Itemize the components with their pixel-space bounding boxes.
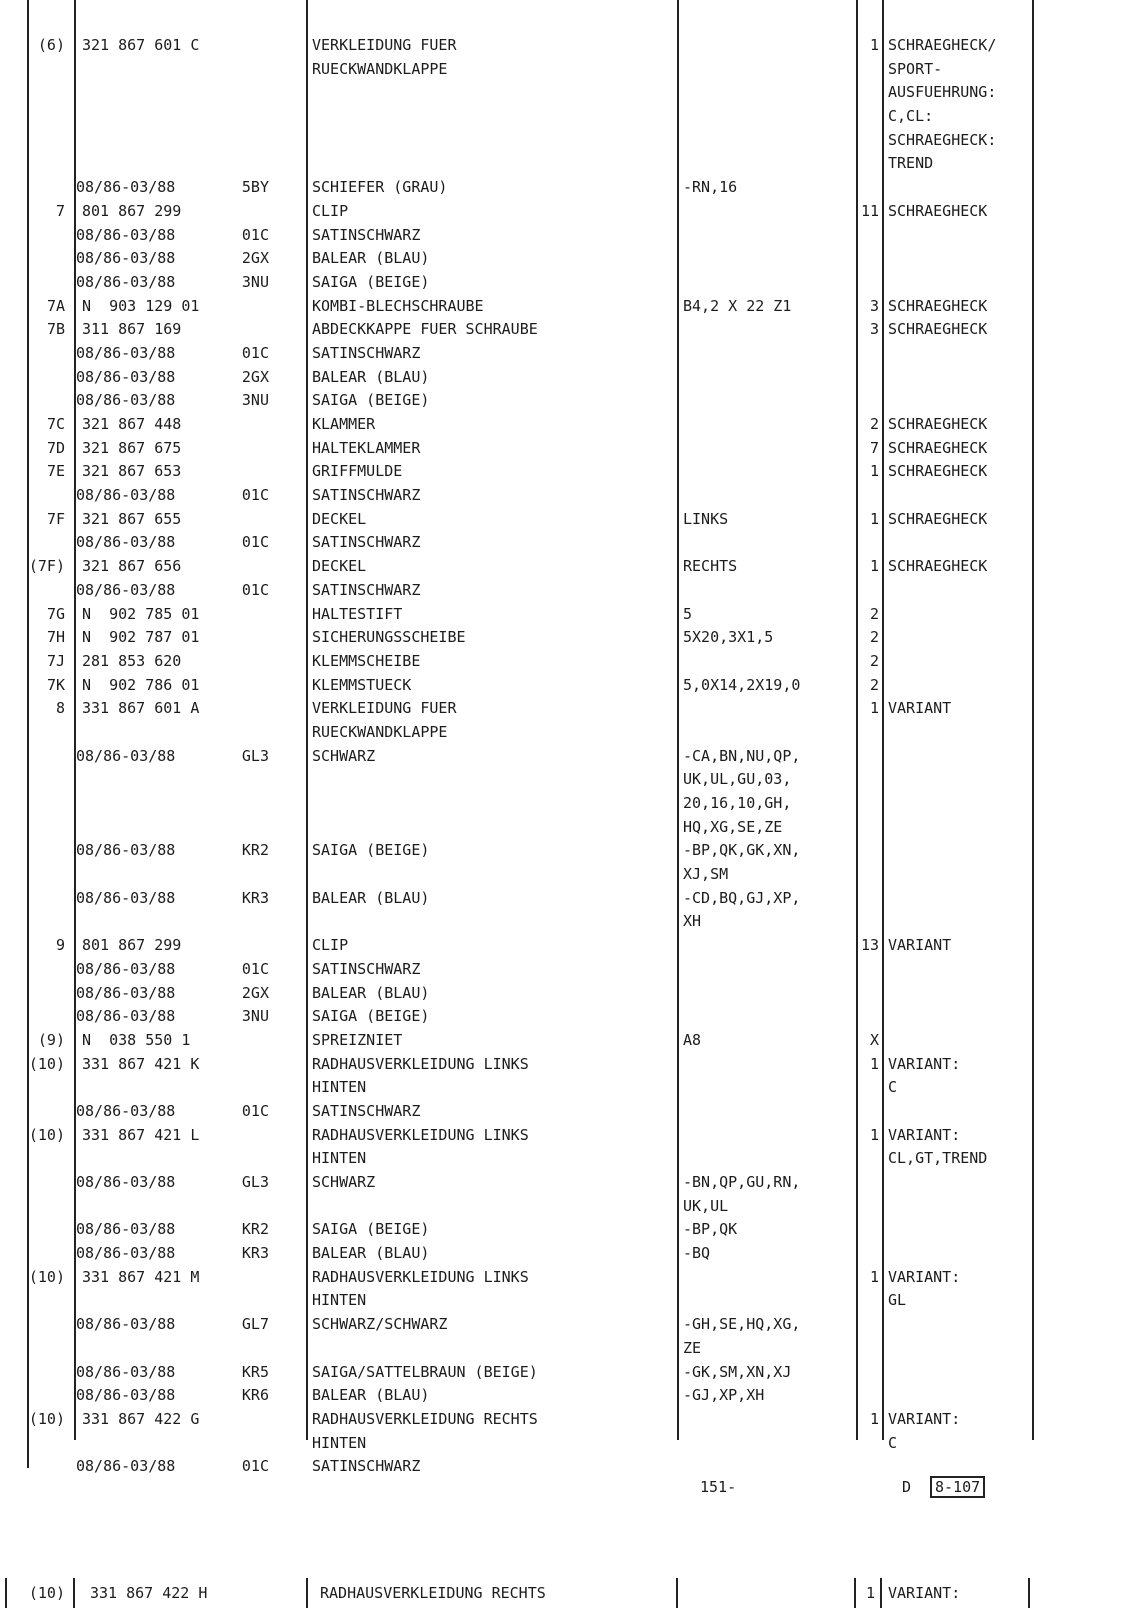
color-code-cell: KR6 <box>241 1386 269 1405</box>
part-number-cell: 331 867 601 A <box>82 699 200 718</box>
table-row <box>0 342 1123 366</box>
table-row <box>0 1218 1123 1242</box>
page-reference: 8-107 <box>930 1476 985 1498</box>
date-range-cell: 08/86-03/88 <box>76 1007 176 1026</box>
model-cell: SCHRAEGHECK <box>888 201 988 220</box>
description-cell: RADHAUSVERKLEIDUNG LINKS <box>312 1125 529 1144</box>
description-cell: SAIGA (BEIGE) <box>312 1220 430 1239</box>
table-row <box>0 318 1123 342</box>
date-range-cell: 08/86-03/88 <box>76 1220 176 1239</box>
position-cell: 7J <box>46 651 65 670</box>
part-number-cell: 321 867 656 <box>82 557 182 576</box>
position-cell: 7K <box>46 675 65 694</box>
table-row <box>0 1361 1123 1385</box>
remark-cell: -BP,QK,GK,XN, <box>683 841 801 860</box>
part-number-cell: 321 867 653 <box>82 462 182 481</box>
remark-cell: UK,UL <box>683 1196 729 1215</box>
model-cell: VARIANT: <box>888 1267 961 1286</box>
table-row <box>0 34 1123 58</box>
table-row <box>0 958 1123 982</box>
description-cell: BALEAR (BLAU) <box>312 1244 430 1263</box>
description-cell: SAIGA (BEIGE) <box>312 1007 430 1026</box>
table-row <box>0 863 1123 887</box>
date-range-cell: 08/86-03/88 <box>76 1315 176 1334</box>
quantity-cell: 7 <box>869 438 879 457</box>
part-number-cell: 321 867 655 <box>82 509 182 528</box>
description-cell: RUECKWANDKLAPPE <box>312 59 448 78</box>
quantity-cell: 11 <box>860 201 879 220</box>
description-cell: CLIP <box>312 936 349 955</box>
remark-cell: UK,UL,GU,03, <box>683 770 792 789</box>
description-cell: BALEAR (BLAU) <box>312 983 430 1002</box>
color-code-cell: KR5 <box>241 1362 269 1381</box>
date-range-cell: 08/86-03/88 <box>76 580 176 599</box>
table-row <box>0 745 1123 769</box>
date-range-cell: 08/86-03/88 <box>76 178 176 197</box>
color-code-cell: 3NU <box>241 272 269 291</box>
model-cell: VARIANT: <box>888 1409 961 1428</box>
date-range-cell: 08/86-03/88 <box>76 225 176 244</box>
quantity-cell: 2 <box>869 675 879 694</box>
description-cell: VERKLEIDUNG FUER <box>312 699 457 718</box>
table-row <box>0 1432 1123 1456</box>
quantity-cell: 1 <box>869 509 879 528</box>
description-cell: SATINSCHWARZ <box>312 1457 421 1476</box>
quantity-cell: 3 <box>869 296 879 315</box>
remark-cell: HQ,XG,SE,ZE <box>683 817 783 836</box>
remark-cell: RECHTS <box>683 557 738 576</box>
table-row <box>0 200 1123 224</box>
description-cell: SATINSCHWARZ <box>312 1101 421 1120</box>
table-row <box>0 674 1123 698</box>
part-number-cell: 331 867 421 M <box>82 1267 200 1286</box>
position-cell: 7C <box>46 415 65 433</box>
description-cell: SATINSCHWARZ <box>312 533 421 552</box>
part-number-cell: N 903 129 01 <box>82 296 200 315</box>
description-cell: SATINSCHWARZ <box>312 580 421 599</box>
part-number-cell: N 038 550 1 <box>82 1030 191 1049</box>
position-cell: 7 <box>55 201 65 220</box>
table-row <box>0 1408 1123 1432</box>
table-row <box>0 1076 1123 1100</box>
remark-cell: -GJ,XP,XH <box>683 1386 765 1405</box>
remark-cell: 20,16,10,GH, <box>683 794 792 812</box>
table-row <box>0 105 1123 129</box>
part-number-cell: 281 853 620 <box>82 651 182 670</box>
remark-cell: XH <box>683 912 702 931</box>
quantity-cell: 1 <box>869 1125 879 1144</box>
date-range-cell: 08/86-03/88 <box>76 983 176 1002</box>
table-row <box>0 531 1123 555</box>
table-row <box>0 366 1123 390</box>
quantity-cell: X <box>869 1030 879 1049</box>
table-row <box>0 1195 1123 1219</box>
color-code-cell: 01C <box>241 486 269 505</box>
table-row <box>0 1005 1123 1029</box>
model-cell: SCHRAEGHECK <box>888 320 988 339</box>
model-cell: CL,GT,TREND <box>888 1149 988 1168</box>
quantity-cell: 2 <box>869 651 879 670</box>
table-row <box>0 81 1123 105</box>
description-cell: RADHAUSVERKLEIDUNG LINKS <box>312 1267 529 1286</box>
model-cell: TREND <box>888 154 934 173</box>
quantity-cell: 2 <box>869 628 879 647</box>
remark-cell: ZE <box>683 1338 702 1357</box>
color-code-cell: KR3 <box>241 888 269 907</box>
part-number-cell: 311 867 169 <box>82 320 182 339</box>
date-range-cell: 08/86-03/88 <box>76 367 176 386</box>
remark-cell: -CD,BQ,GJ,XP, <box>683 888 801 907</box>
next-quantity: 1 <box>865 1584 875 1602</box>
table-row <box>0 768 1123 792</box>
date-range-cell: 08/86-03/88 <box>76 746 176 765</box>
position-cell: (7F) <box>28 557 65 576</box>
description-cell: BALEAR (BLAU) <box>312 888 430 907</box>
section-letter: D <box>902 1478 912 1496</box>
table-row <box>0 816 1123 840</box>
color-code-cell: 5BY <box>241 178 269 197</box>
table-row <box>0 1147 1123 1171</box>
description-cell: SICHERUNGSSCHEIBE <box>312 628 466 647</box>
remark-cell: XJ,SM <box>683 865 729 884</box>
description-cell: SCHIEFER (GRAU) <box>312 178 448 197</box>
description-cell: HALTEKLAMMER <box>312 438 421 457</box>
remark-cell: B4,2 X 22 Z1 <box>683 296 792 315</box>
part-number-cell: N 902 785 01 <box>82 604 200 623</box>
color-code-cell: 3NU <box>241 391 269 410</box>
table-row <box>0 910 1123 934</box>
table-row <box>0 650 1123 674</box>
description-cell: HINTEN <box>312 1291 367 1310</box>
description-cell: SAIGA/SATTELBRAUN (BEIGE) <box>312 1362 538 1381</box>
next-model: VARIANT: <box>888 1584 961 1602</box>
position-cell: 7A <box>46 296 65 315</box>
remark-cell: -GH,SE,HQ,XG, <box>683 1315 801 1334</box>
position-cell: 7E <box>46 462 65 481</box>
description-cell: KLAMMER <box>312 415 376 433</box>
date-range-cell: 08/86-03/88 <box>76 1386 176 1405</box>
color-code-cell: 01C <box>241 1457 269 1476</box>
description-cell: HINTEN <box>312 1149 367 1168</box>
model-cell: VARIANT <box>888 699 952 718</box>
description-cell: SPREIZNIET <box>312 1030 403 1049</box>
part-number-cell: 321 867 448 <box>82 415 182 433</box>
table-row <box>0 129 1123 153</box>
description-cell: HINTEN <box>312 1078 367 1097</box>
remark-cell: -BP,QK <box>683 1220 738 1239</box>
position-cell: (9) <box>37 1030 65 1049</box>
date-range-cell: 08/86-03/88 <box>76 1173 176 1191</box>
quantity-cell: 2 <box>869 604 879 623</box>
remark-cell: -BQ <box>683 1244 711 1263</box>
position-cell: (10) <box>28 1125 65 1144</box>
description-cell: BALEAR (BLAU) <box>312 1386 430 1405</box>
description-cell: DECKEL <box>312 557 367 576</box>
description-cell: CLIP <box>312 201 349 220</box>
table-row <box>0 721 1123 745</box>
model-cell: VARIANT: <box>888 1125 961 1144</box>
table-row <box>0 1171 1123 1195</box>
description-cell: SCHWARZ <box>312 746 376 765</box>
table-row <box>0 1384 1123 1408</box>
description-cell: SATINSCHWARZ <box>312 959 421 978</box>
remark-cell: A8 <box>683 1030 702 1049</box>
position-cell: 7G <box>46 604 65 623</box>
description-cell: BALEAR (BLAU) <box>312 249 430 268</box>
remark-cell: 5 <box>683 604 693 623</box>
model-cell: SCHRAEGHECK <box>888 438 988 457</box>
next-description: RADHAUSVERKLEIDUNG RECHTS <box>320 1584 546 1602</box>
part-number-cell: 801 867 299 <box>82 201 182 220</box>
color-code-cell: 01C <box>241 580 269 599</box>
table-row <box>0 508 1123 532</box>
color-code-cell: 2GX <box>241 983 269 1002</box>
position-cell: (10) <box>28 1054 65 1073</box>
next-page-row <box>0 1581 1123 1605</box>
remark-cell: 5,0X14,2X19,0 <box>683 675 801 694</box>
table-row <box>0 1337 1123 1361</box>
table-row <box>0 934 1123 958</box>
part-number-cell: 801 867 299 <box>82 936 182 955</box>
color-code-cell: GL3 <box>241 1173 269 1191</box>
date-range-cell: 08/86-03/88 <box>76 486 176 505</box>
remark-cell: LINKS <box>683 509 729 528</box>
description-cell: BALEAR (BLAU) <box>312 367 430 386</box>
table-row <box>0 247 1123 271</box>
color-code-cell: GL7 <box>241 1315 269 1334</box>
part-number-cell: 331 867 421 L <box>82 1125 200 1144</box>
color-code-cell: 01C <box>241 959 269 978</box>
model-cell: C,CL: <box>888 107 934 126</box>
description-cell: KLEMMSCHEIBE <box>312 651 421 670</box>
color-code-cell: 2GX <box>241 367 269 386</box>
date-range-cell: 08/86-03/88 <box>76 343 176 362</box>
table-row <box>0 626 1123 650</box>
model-cell: SCHRAEGHECK <box>888 296 988 315</box>
table-row <box>0 389 1123 413</box>
table-row <box>0 460 1123 484</box>
table-row <box>0 295 1123 319</box>
table-row <box>0 484 1123 508</box>
color-code-cell: 01C <box>241 533 269 552</box>
date-range-cell: 08/86-03/88 <box>76 533 176 552</box>
next-part-number: 331 867 422 H <box>90 1584 208 1602</box>
date-range-cell: 08/86-03/88 <box>76 249 176 268</box>
table-row <box>0 176 1123 200</box>
model-cell: C <box>888 1078 898 1097</box>
description-cell: SCHWARZ/SCHWARZ <box>312 1315 448 1334</box>
model-cell: SCHRAEGHECK/ <box>888 36 997 54</box>
quantity-cell: 2 <box>869 415 879 433</box>
remark-cell: -BN,QP,GU,RN, <box>683 1173 801 1191</box>
model-cell: SCHRAEGHECK <box>888 557 988 576</box>
table-row <box>0 982 1123 1006</box>
description-cell: SAIGA (BEIGE) <box>312 391 430 410</box>
remark-cell: -CA,BN,NU,QP, <box>683 746 801 765</box>
position-cell: (6) <box>37 36 65 54</box>
description-cell: ABDECKKAPPE FUER SCHRAUBE <box>312 320 538 339</box>
table-row <box>0 1100 1123 1124</box>
model-cell: VARIANT: <box>888 1054 961 1073</box>
quantity-cell: 13 <box>860 936 879 955</box>
remark-cell: -RN,16 <box>683 178 738 197</box>
part-number-cell: 331 867 422 G <box>82 1409 200 1428</box>
table-row <box>0 1242 1123 1266</box>
quantity-cell: 3 <box>869 320 879 339</box>
table-row <box>0 271 1123 295</box>
position-cell: 7H <box>46 628 65 647</box>
date-range-cell: 08/86-03/88 <box>76 272 176 291</box>
table-row <box>0 697 1123 721</box>
quantity-cell: 1 <box>869 699 879 718</box>
description-cell: VERKLEIDUNG FUER <box>312 36 457 54</box>
color-code-cell: KR2 <box>241 1220 269 1239</box>
description-cell: HALTESTIFT <box>312 604 403 623</box>
page-number: 151- <box>700 1478 737 1496</box>
table-row <box>0 1124 1123 1148</box>
table-row <box>0 1266 1123 1290</box>
table-row <box>0 1313 1123 1337</box>
color-code-cell: KR2 <box>241 841 269 860</box>
table-row <box>0 887 1123 911</box>
table-row <box>0 224 1123 248</box>
date-range-cell: 08/86-03/88 <box>76 1457 176 1476</box>
date-range-cell: 08/86-03/88 <box>76 1101 176 1120</box>
parts-list <box>0 34 1123 1479</box>
part-number-cell: 331 867 421 K <box>82 1054 200 1073</box>
color-code-cell: 2GX <box>241 249 269 268</box>
date-range-cell: 08/86-03/88 <box>76 841 176 860</box>
model-cell: GL <box>888 1291 907 1310</box>
description-cell: SCHWARZ <box>312 1173 376 1191</box>
description-cell: RADHAUSVERKLEIDUNG LINKS <box>312 1054 529 1073</box>
position-cell: 7B <box>46 320 65 339</box>
model-cell: SCHRAEGHECK: <box>888 130 997 149</box>
table-row <box>0 839 1123 863</box>
date-range-cell: 08/86-03/88 <box>76 959 176 978</box>
part-number-cell: N 902 787 01 <box>82 628 200 647</box>
model-cell: SCHRAEGHECK <box>888 415 988 433</box>
model-cell: SCHRAEGHECK <box>888 462 988 481</box>
model-cell: AUSFUEHRUNG: <box>888 83 997 102</box>
description-cell: DECKEL <box>312 509 367 528</box>
table-row <box>0 1053 1123 1077</box>
next-position: (10) <box>28 1584 65 1602</box>
part-number-cell: N 902 786 01 <box>82 675 200 694</box>
table-row <box>0 555 1123 579</box>
date-range-cell: 08/86-03/88 <box>76 391 176 410</box>
description-cell: SAIGA (BEIGE) <box>312 272 430 291</box>
description-cell: KLEMMSTUECK <box>312 675 412 694</box>
description-cell: SAIGA (BEIGE) <box>312 841 430 860</box>
description-cell: GRIFFMULDE <box>312 462 403 481</box>
color-code-cell: GL3 <box>241 746 269 765</box>
position-cell: (10) <box>28 1267 65 1286</box>
description-cell: KOMBI-BLECHSCHRAUBE <box>312 296 484 315</box>
description-cell: SATINSCHWARZ <box>312 343 421 362</box>
remark-cell: 5X20,3X1,5 <box>683 628 774 647</box>
color-code-cell: 3NU <box>241 1007 269 1026</box>
position-cell: 7F <box>46 509 65 528</box>
date-range-cell: 08/86-03/88 <box>76 1362 176 1381</box>
model-cell: SPORT- <box>888 59 943 78</box>
table-row <box>0 58 1123 82</box>
color-code-cell: 01C <box>241 1101 269 1120</box>
table-row <box>0 579 1123 603</box>
position-cell: 8 <box>55 699 65 718</box>
date-range-cell: 08/86-03/88 <box>76 1244 176 1263</box>
table-row <box>0 1029 1123 1053</box>
description-cell: HINTEN <box>312 1433 367 1452</box>
table-row <box>0 413 1123 437</box>
table-row <box>0 1289 1123 1313</box>
description-cell: SATINSCHWARZ <box>312 225 421 244</box>
color-code-cell: KR3 <box>241 1244 269 1263</box>
position-cell: 9 <box>55 936 65 955</box>
model-cell: C <box>888 1433 898 1452</box>
quantity-cell: 1 <box>869 1054 879 1073</box>
color-code-cell: 01C <box>241 343 269 362</box>
table-row <box>0 603 1123 627</box>
table-row <box>0 152 1123 176</box>
quantity-cell: 1 <box>869 557 879 576</box>
description-cell: SATINSCHWARZ <box>312 486 421 505</box>
quantity-cell: 1 <box>869 1409 879 1428</box>
quantity-cell: 1 <box>869 462 879 481</box>
date-range-cell: 08/86-03/88 <box>76 888 176 907</box>
part-number-cell: 321 867 601 C <box>82 36 200 54</box>
position-cell: 7D <box>46 438 65 457</box>
quantity-cell: 1 <box>869 1267 879 1286</box>
model-cell: SCHRAEGHECK <box>888 509 988 528</box>
table-row <box>0 437 1123 461</box>
remark-cell: -GK,SM,XN,XJ <box>683 1362 792 1381</box>
table-row <box>0 792 1123 816</box>
description-cell: RUECKWANDKLAPPE <box>312 722 448 741</box>
model-cell: VARIANT <box>888 936 952 955</box>
part-number-cell: 321 867 675 <box>82 438 182 457</box>
color-code-cell: 01C <box>241 225 269 244</box>
quantity-cell: 1 <box>869 36 879 54</box>
position-cell: (10) <box>28 1409 65 1428</box>
description-cell: RADHAUSVERKLEIDUNG RECHTS <box>312 1409 538 1428</box>
